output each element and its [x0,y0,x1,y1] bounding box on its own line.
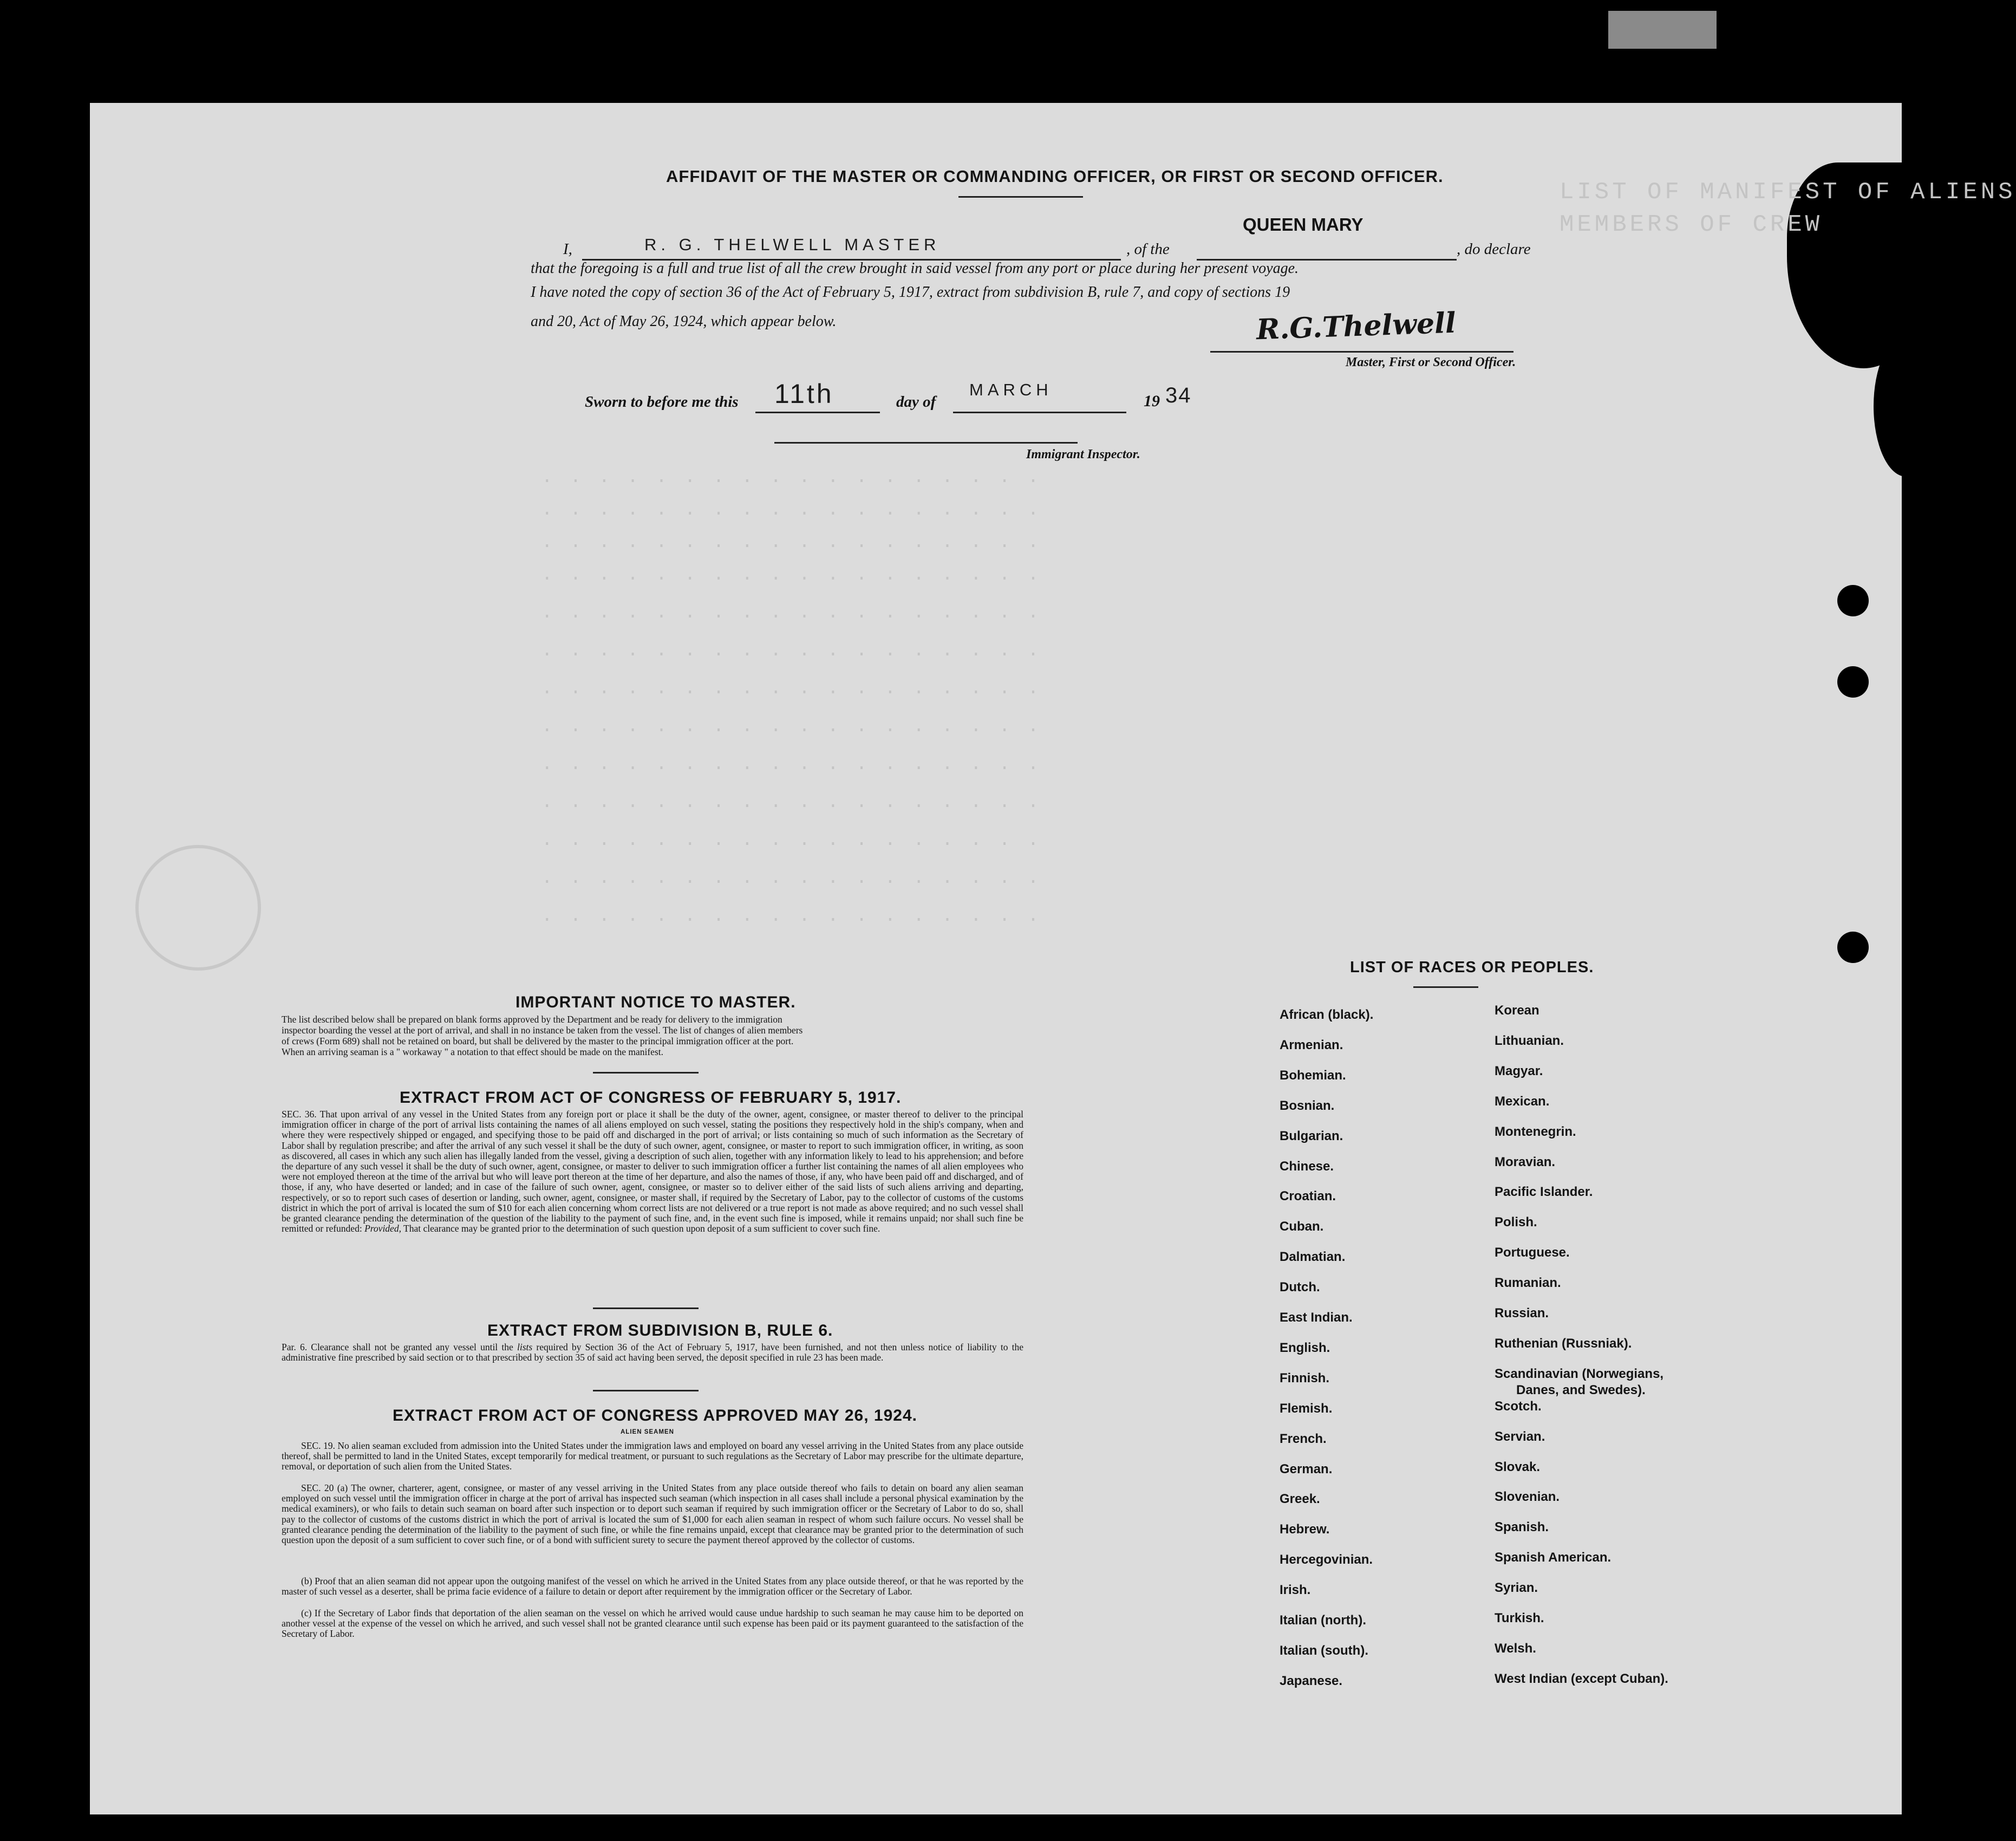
race-item: Cuban. [1280,1219,1324,1234]
race-item: Croatian. [1280,1189,1336,1204]
sec-19-text: SEC. 19. No alien seaman excluded from admission into the United States under the immigration laws and employed on board any vessel arriving in the United States from any place outside thereof, shall be permitted to land in the United States, except temporarily for medical treatment, or pursuant to such regulations as the Secretary of Labor may prescribe for the ultimate departure, removal, or deportation of such alien from the United States. [282,1440,1023,1472]
signature-underline [1210,351,1513,353]
race-item: Magyar. [1495,1063,1543,1078]
race-item: Slovak. [1495,1459,1541,1474]
race-item: Dalmatian. [1280,1250,1346,1265]
race-item: Scandinavian (Norwegians, [1495,1366,1664,1381]
extract-1917-divider [593,1307,699,1309]
sworn-day-field: 11th [774,379,834,409]
punch-hole [1837,666,1869,698]
race-item: Syrian. [1495,1580,1538,1596]
race-item: Ruthenian (Russniak). [1495,1336,1632,1351]
race-item: East Indian. [1280,1310,1353,1325]
race-item: Spanish. [1495,1520,1549,1535]
race-item: German. [1280,1461,1333,1476]
document-sheet [90,103,1902,1814]
race-item: Servian. [1495,1429,1545,1444]
race-item: Italian (north). [1280,1613,1366,1628]
vessel-name-field: QUEEN MARY [1243,214,1363,235]
race-item: African (black). [1280,1007,1374,1022]
rule6-lists-word: lists [517,1342,533,1352]
race-item: Flemish. [1280,1401,1333,1416]
extract-1924-title: EXTRACT FROM ACT OF CONGRESS APPROVED MAY 26, 1924. [393,1407,917,1424]
affidavit-body-line2: that the foregoing is a full and true list of all the crew brought in said vessel from any port or place during her present voyage. [531,260,1299,277]
year-prefix: 19 [1144,392,1160,410]
sworn-prefix: Sworn to before me this [585,393,739,411]
races-title-underline [1413,986,1478,988]
race-item: Bohemian. [1280,1068,1346,1083]
race-item: English. [1280,1340,1330,1355]
affidavit-line1-prefix: I, [563,240,572,258]
race-item: Greek. [1280,1492,1320,1507]
proviso-word: Provided, [364,1223,401,1234]
race-item: Turkish. [1495,1611,1544,1625]
punch-hole [1837,932,1869,963]
race-item: Mexican. [1495,1094,1550,1109]
punch-hole [1837,320,1869,351]
sworn-day-underline [755,412,880,413]
notice-line-1: The list described below shall be prepared on blank forms approved by the Department and be ready for delivery to the immigration [282,1014,782,1025]
sec-20a-text: SEC. 20 (a) The owner, charterer, agent, consignee, or master of any vessel arriving in the United States from any place outside thereof who fails to detain on board any alien seaman employed on such vessel until the immigration officer in charge at the port of arrival has inspected such seaman (which inspection in all cases shall include a personal physical examination by the medical examiners), or who fails to detain such seaman on board after such inspection or to deport such seaman if required by such immigration officer or the Secretary of Labor to do so, shall pay to the collector of customs of the customs district in which the port of arrival is located the sum of $1,000 for each alien seaman in respect of whom such failure occurs. No vessel shall be granted clearance pending the determination of the liability to the payment of such fine, or while the fine remains unpaid, except that clearance may be granted prior to the determination of such question upon the deposit of a sum sufficient to cover such fine, or of a bond with sufficient surety to secure the payment thereof approved by the collector of customs. [282,1482,1023,1546]
notice-line-3: of crews (Form 689) shall not be retained on board, but shall be delivered by the master to the principal immigration officer at the port. [282,1036,794,1046]
paper-tear-right-lower [1874,336,1939,477]
extract-1917-text [282,1109,1023,1234]
notice-line-2: inspector boarding the vessel at the port of arrival, and shall in no instance be taken from the vessel. The list of changes of alien members [282,1025,803,1036]
master-signature: R.G.Thelwell [1256,306,1457,347]
rule6-text-a: Par. 6. Clearance shall not be granted any vessel until the [282,1342,513,1352]
notice-title: IMPORTANT NOTICE TO MASTER. [516,993,796,1011]
affidavit-body-line4: and 20, Act of May 26, 1924, which appear below. [531,313,837,330]
race-item: Polish. [1495,1215,1537,1230]
notice-divider [593,1072,699,1074]
extract-rule6-divider [593,1390,699,1391]
race-item: Russian. [1495,1306,1549,1320]
corner-scrap [1608,11,1717,49]
race-item: Rumanian. [1495,1276,1561,1291]
race-item: Japanese. [1280,1673,1343,1688]
race-item: Montenegrin. [1495,1124,1576,1139]
race-item: Spanish American. [1495,1550,1612,1565]
race-item: Bosnian. [1280,1098,1335,1113]
race-item: Welsh. [1495,1641,1536,1656]
race-item: Hercegovinian. [1280,1552,1373,1567]
title-underline [958,196,1083,198]
do-declare-text: , do declare [1457,240,1531,258]
race-item: Bulgarian. [1280,1128,1343,1143]
punch-hole [1837,585,1869,616]
sec-20b-text: (b) Proof that an alien seaman did not appear upon the outgoing manifest of the vessel on which he arrived in the United States from any place outside thereof, or that he was reported by the master of such vessel as a deserter, shall be prima facie evidence of a failure to detain or deport after requirement by the immigration officer or the Secretary of Labor. [282,1576,1023,1597]
race-item: Irish. [1280,1583,1311,1598]
race-scandinavian-cont: Danes, and Swedes). [1516,1383,1646,1397]
race-item: Pacific Islander. [1495,1185,1593,1200]
sec-20c-text: (c) If the Secretary of Labor finds that deportation of the alien seaman on the vessel on which he arrived would cause undue hardship to such seaman he may cause him to be deported on another vessel at the expense of the vessel on which he arrived, and such vessel shall not be granted clearance until such expense has been paid or its payment guaranteed to the satisfaction of the Secretary of Labor. [282,1608,1023,1640]
extract-1917-title: EXTRACT FROM ACT OF CONGRESS OF FEBRUARY 5, 1917. [400,1089,902,1107]
race-item: Portuguese. [1495,1245,1570,1260]
race-item: Lithuanian. [1495,1033,1564,1048]
sworn-month-underline [953,412,1126,413]
inspector-caption: Immigrant Inspector. [1026,447,1140,461]
race-item: Slovenian. [1495,1489,1560,1505]
race-item: Moravian. [1495,1154,1556,1169]
extract-1917-body: SEC. 36. That upon arrival of any vessel in the United States from any foreign port or place it shall be the duty of the owner, agent, consignee, or master thereof to deliver to the principal immigration officer in charge of the port of arrival lists containing the names of all aliens employed on such vessel, stating the positions they respectively hold in the ship's company, when and where they were respectively shipped or engaged, and specifying those to be paid off and discharged in the port of arrival; or lists containing so much of such information as the Secretary of Labor shall by regulation prescribe; and after the arrival of any such vessel it shall be the duty of such owner, agent, consignee, or master to report to such immigration officer, in writing, as soon as discovered, all cases in which any such alien has illegally landed from the vessel, giving a description of such alien, together with any information likely to lead to his apprehension; and before the departure of any such vessel it shall be the duty of such owner, agent, consignee, or master to deliver to such immigration officer a further list containing the names of all alien employees who were not employed thereon at the time of the arrival but who will leave port thereon at the time of her departure, and also the names of those, if any, who have been paid off and discharged, and of those, if any, who have deserted or landed; and in case of the failure of such owner, agent, consignee, or master so to deliver either of the said lists of such aliens arriving and departing, respectively, or so to report such cases of desertion or landing, such owner, agent, consignee, or master shall, if required by the Secretary of Labor, pay to the collector of customs of the customs district in which the port of arrival is located the sum of $10 for each alien concerning whom correct lists are not delivered or a true report is not made as above required; and no such vessel shall be granted clearance pending the determination of the question of the liability to the payment of such fine, and, in the event such fine is imposed, while it remains unpaid; nor shall such fine be remitted or refunded: [282,1109,1023,1234]
alien-seamen-subtitle: ALIEN SEAMEN [621,1429,674,1435]
race-item: West Indian (except Cuban). [1495,1671,1668,1686]
of-the-text: , of the [1126,240,1170,258]
race-item: Italian (south). [1280,1643,1368,1658]
notice-line-4: When an arriving seaman is a " workaway " a notation to that effect should be made on the manifest. [282,1046,663,1057]
signature-caption: Master, First or Second Officer. [1346,355,1516,369]
sworn-month-field: MARCH [969,380,1053,399]
race-item: Armenian. [1280,1037,1343,1052]
faint-seal [135,845,261,971]
race-item: Korean [1495,1003,1539,1018]
races-title: LIST OF RACES OR PEOPLES. [1350,959,1594,976]
extract-rule6-text [282,1342,1023,1363]
affidavit-body-line3: I have noted the copy of section 36 of the Act of February 5, 1917, extract from subdivision B, rule 7, and copy of sections 19 [531,284,1290,301]
race-item: Finnish. [1280,1370,1329,1385]
rule6-text-b: required by Section 36 of the Act of February 5, 1917, have been furnished, and not then unless notice of liability to the administrative fine prescribed by said section or to that prescribed by section 35 of said act having been served, the deposit specified in rule 23 has been made. [282,1342,1024,1363]
race-item: Dutch. [1280,1280,1320,1295]
extract-rule6-title: EXTRACT FROM SUBDIVISION B, RULE 6. [487,1322,833,1339]
affidavit-title: AFFIDAVIT OF THE MASTER OR COMMANDING OFFICER, OR FIRST OR SECOND OFFICER. [666,167,1444,186]
master-name-field: R. G. THELWELL MASTER [644,235,941,254]
race-item: Chinese. [1280,1159,1334,1174]
race-item: Scotch. [1495,1398,1542,1414]
year-suffix-field: 34 [1165,383,1192,407]
day-of-text: day of [896,393,936,411]
race-item: Hebrew. [1280,1522,1330,1537]
inspector-signature-line [774,442,1078,444]
race-item: French. [1280,1431,1327,1446]
proviso-text: That clearance may be granted prior to the determination of such question upon deposit of a sum sufficient to cover such fine. [403,1223,880,1234]
